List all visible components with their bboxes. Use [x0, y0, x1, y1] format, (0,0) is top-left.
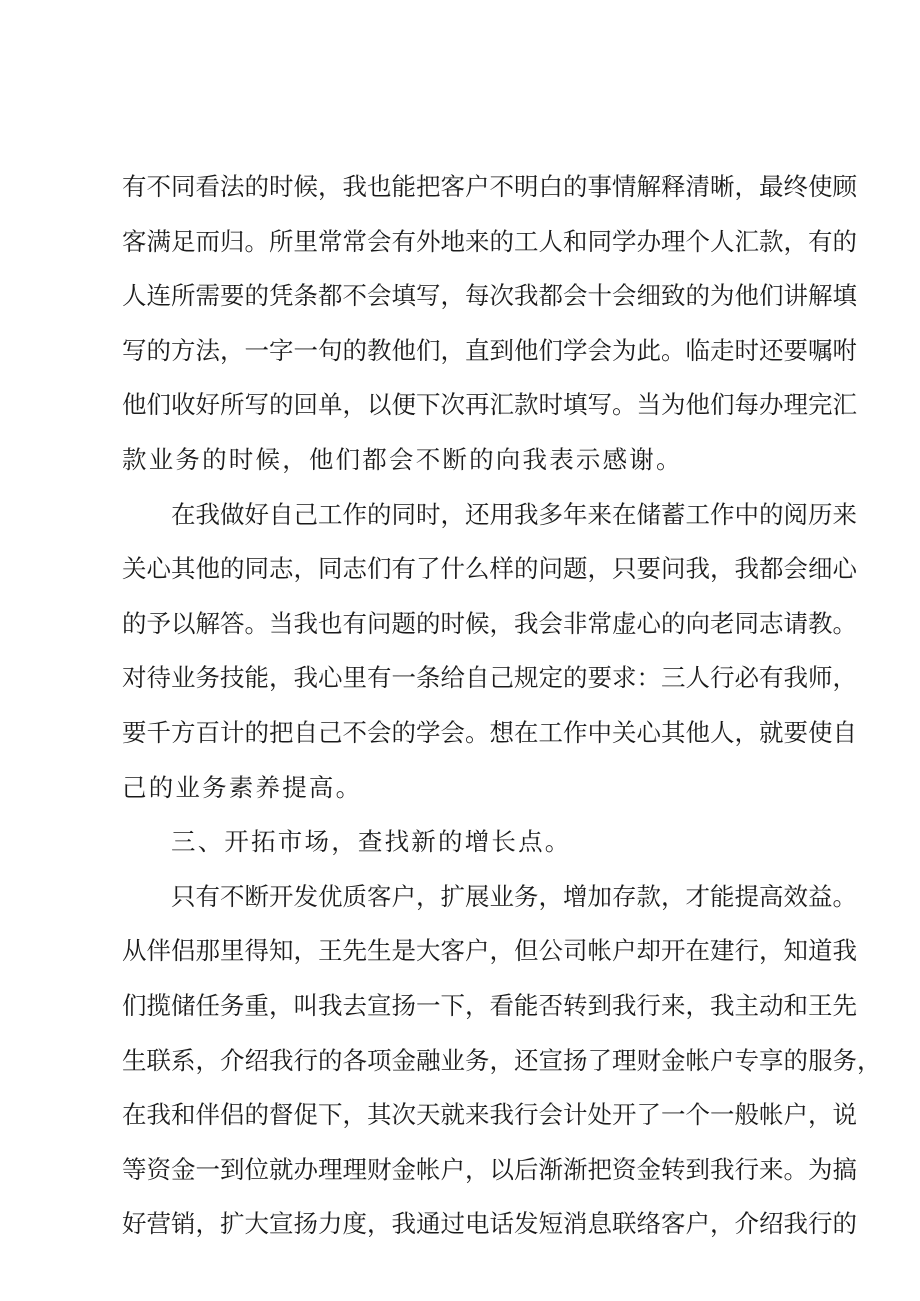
text-line: 们揽储任务重，叫我去宣扬一下，看能否转到我行来，我主动和王先 — [122, 990, 857, 1020]
text-line: 己的业务素养提高。 — [122, 772, 363, 802]
text-line: 从伴侣那里得知，王先生是大客户，但公司帐户却开在建行，知道我 — [122, 936, 857, 966]
text-line: 关心其他的同志，同志们有了什么样的问题，只要问我，我都会细心 — [122, 554, 857, 584]
text-line: 人连所需要的凭条都不会填写，每次我都会十会细致的为他们讲解填 — [122, 281, 857, 311]
text-line: 等资金一到位就办理理财金帐户，以后渐渐把资金转到我行来。为搞 — [122, 1154, 857, 1184]
paragraph-start-line: 在我做好自己工作的同时，还用我多年来在储蓄工作中的阅历来 — [171, 499, 857, 529]
text-line: 写的方法，一字一句的教他们，直到他们学会为此。临走时还要嘱咐 — [122, 335, 857, 365]
paragraph-start-line: 只有不断开发优质客户，扩展业务，增加存款，才能提高效益。 — [171, 881, 857, 911]
text-line: 生联系，介绍我行的各项金融业务，还宣扬了理财金帐户专享的服务， — [122, 1045, 882, 1075]
text-line: 他们收好所写的回单，以便下次再汇款时填写。当为他们每办理完汇 — [122, 390, 857, 420]
text-line: 在我和伴侣的督促下，其次天就来我行会计处开了一个一般帐户，说 — [122, 1100, 857, 1130]
text-line: 款业务的时候，他们都会不断的向我表示感谢。 — [122, 444, 683, 474]
text-line: 要千方百计的把自己不会的学会。想在工作中关心其他人，就要使自 — [122, 717, 857, 747]
section-heading: 三、开拓市场，查找新的增长点。 — [171, 827, 572, 857]
text-line: 客满足而归。所里常常会有外地来的工人和同学办理个人汇款，有的 — [122, 226, 857, 256]
text-line: 有不同看法的时候，我也能把客户不明白的事情解释清晰，最终使顾 — [122, 172, 857, 201]
text-line: 对待业务技能，我心里有一条给自己规定的要求：三人行必有我师， — [122, 663, 857, 693]
text-line: 好营销，扩大宣扬力度，我通过电话发短消息联络客户，介绍我行的 — [122, 1209, 857, 1239]
text-line: 的予以解答。当我也有问题的时候，我会非常虚心的向老同志请教。 — [122, 608, 857, 638]
document-body — [122, 160, 882, 1252]
